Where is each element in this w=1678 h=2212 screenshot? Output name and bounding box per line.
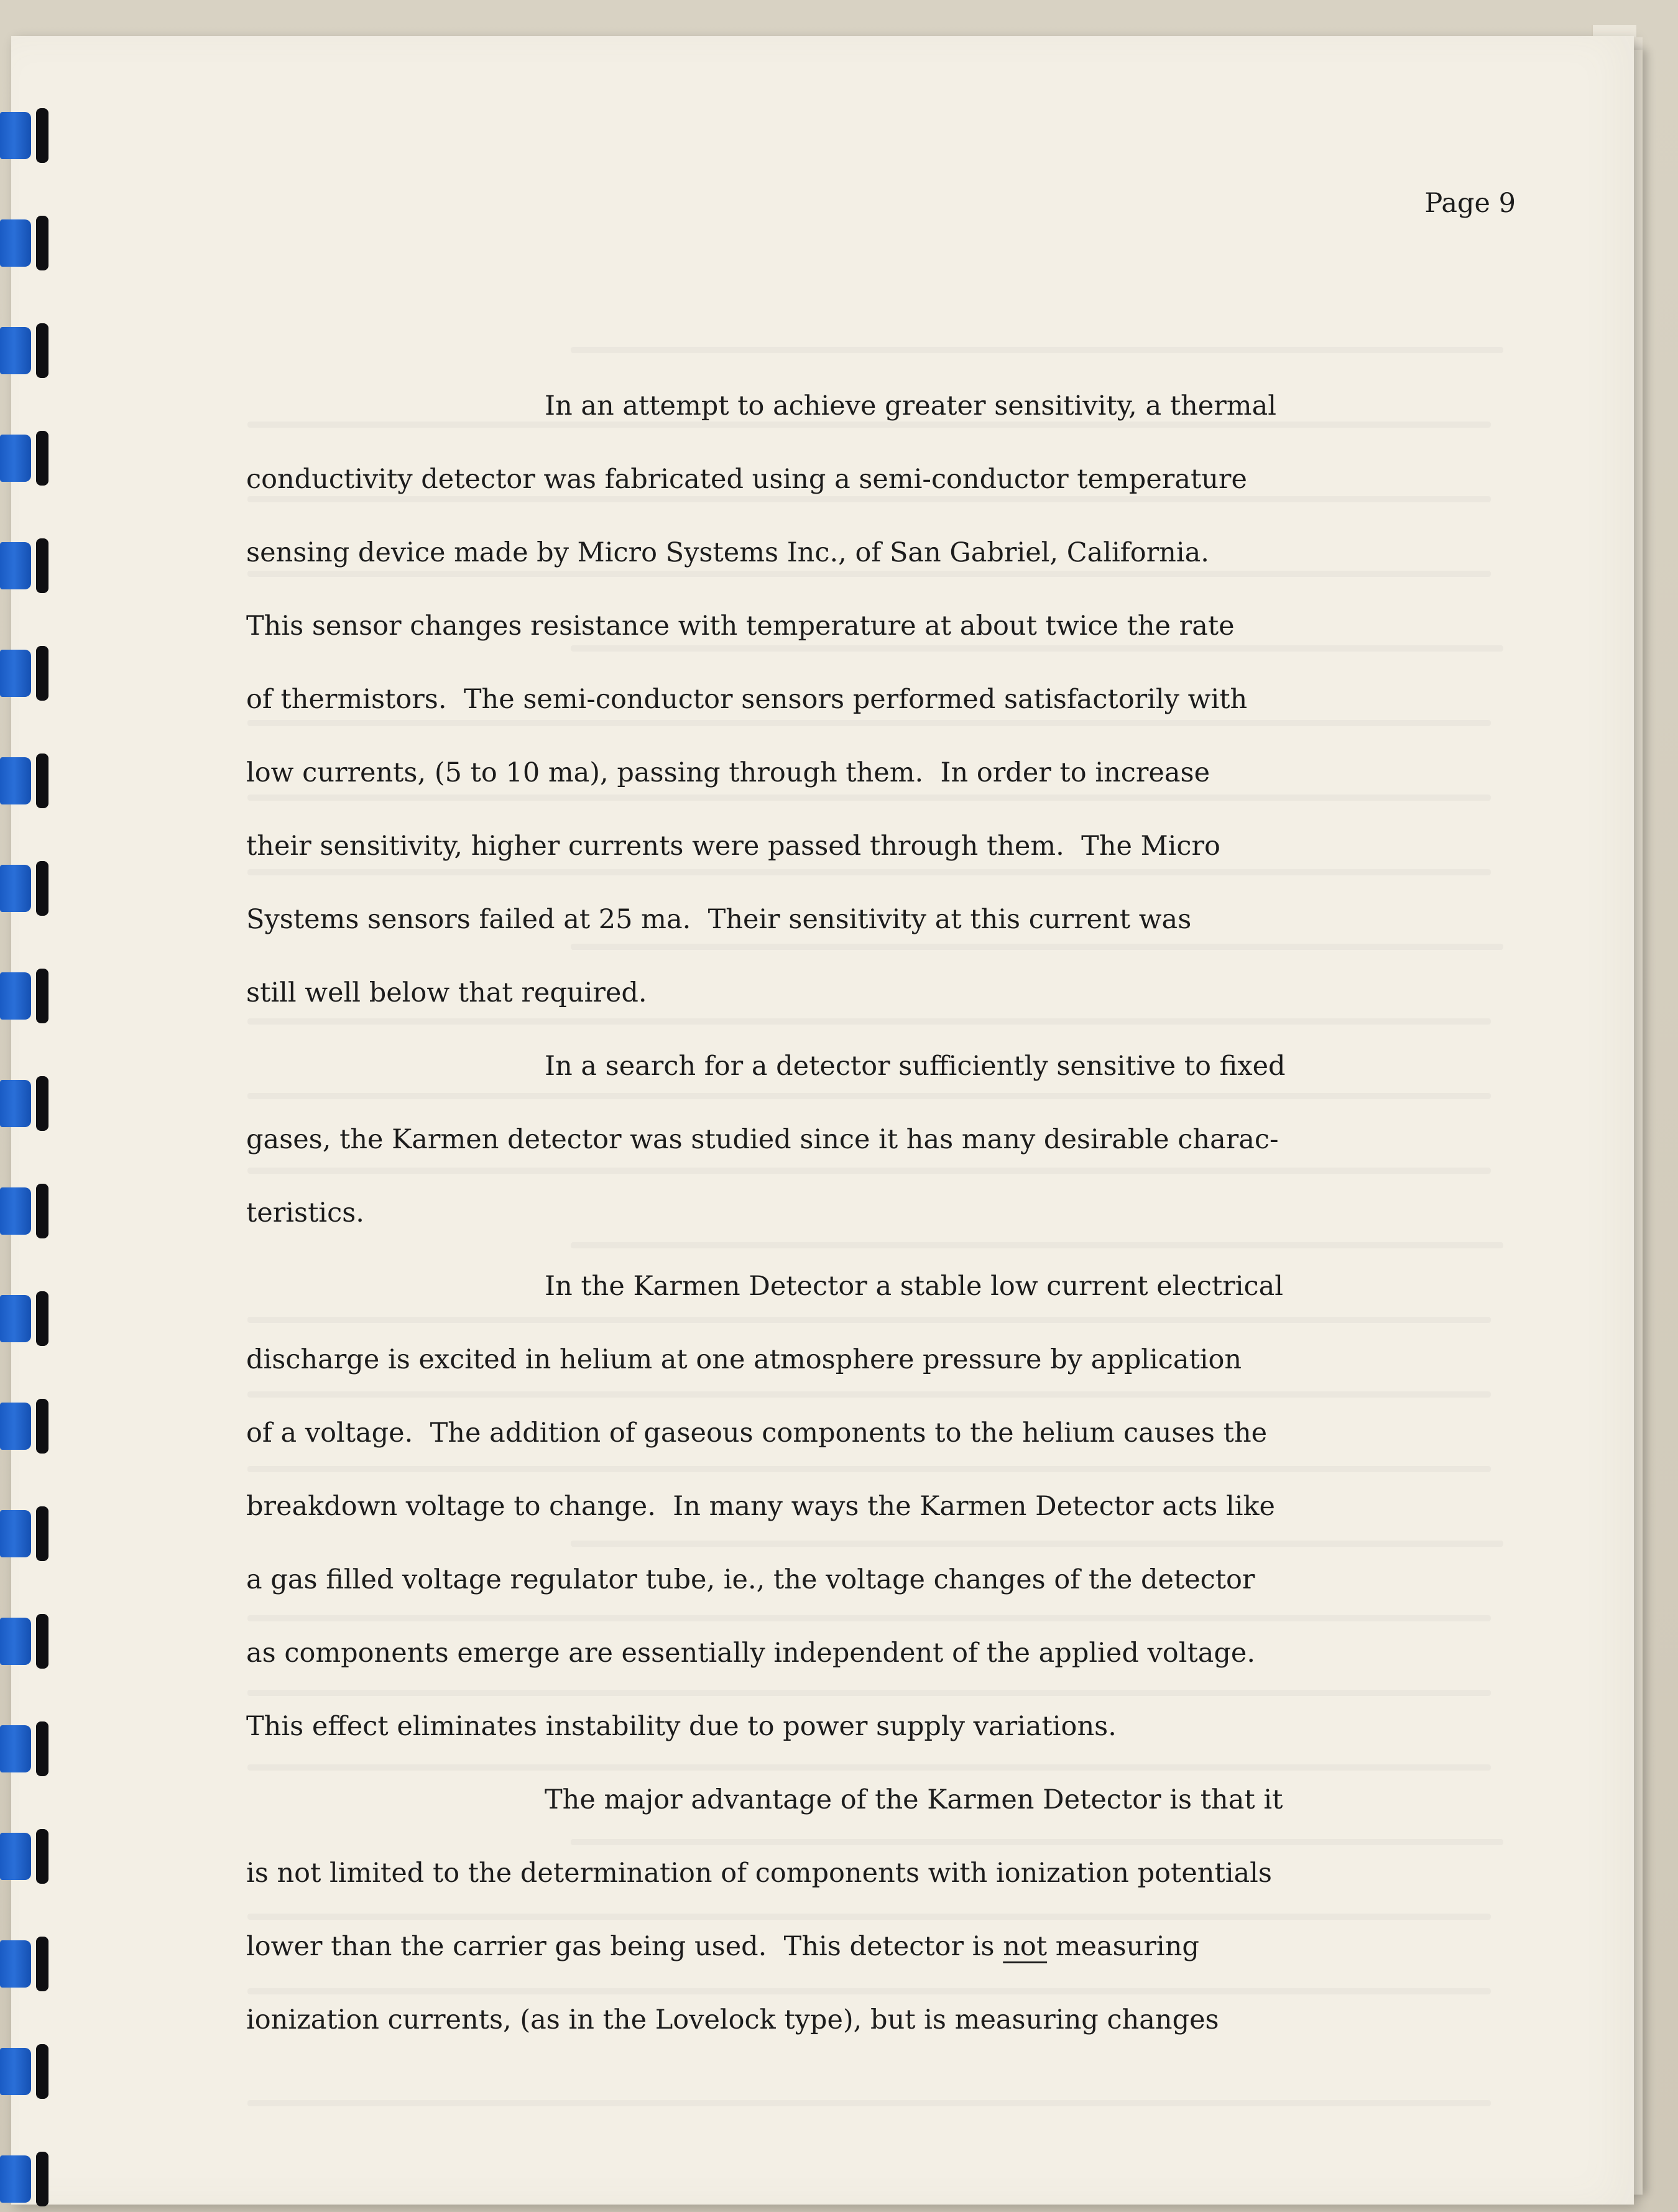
text-segment: lower than the carrier gas being used. This detector is	[246, 1931, 1003, 1962]
binding-coil	[0, 751, 53, 811]
text-segment: measuring	[1047, 1931, 1199, 1962]
text-line: breakdown voltage to change. In many ways the Karmen Detector acts like	[246, 1491, 1275, 1522]
page-number: Page 9	[1424, 188, 1516, 219]
text-line: still well below that required.	[246, 977, 647, 1008]
binding-coil	[0, 966, 53, 1026]
binding-coil	[0, 321, 53, 380]
text-line: This effect eliminates instability due to power supply variations.	[246, 1711, 1117, 1742]
binding-coil	[0, 1289, 53, 1348]
binding-coil	[0, 213, 53, 273]
text-line: gases, the Karmen detector was studied since it has many desirable charac-	[246, 1124, 1279, 1155]
text-line: a gas filled voltage regulator tube, ie., the voltage changes of the detector	[246, 1564, 1255, 1595]
text-line: their sensitivity, higher currents were passed through them. The Micro	[246, 831, 1220, 862]
binding-coil	[0, 643, 53, 703]
binding-coil	[0, 1719, 53, 1779]
binding-coil	[0, 2042, 53, 2101]
text-line: of a voltage. The addition of gaseous components to the helium causes the	[246, 1417, 1268, 1449]
text-line: In the Karmen Detector a stable low current electrical	[545, 1271, 1284, 1302]
bleed-line	[247, 2100, 1491, 2106]
binding-coil	[0, 106, 53, 165]
text-line: sensing device made by Micro Systems Inc., of San Gabriel, California.	[246, 537, 1209, 568]
text-line-with-underline	[246, 1928, 1539, 2001]
text-line: as components emerge are essentially independent of the applied voltage.	[246, 1638, 1255, 1669]
text-line: The major advantage of the Karmen Detector is that it	[545, 1784, 1283, 1815]
body-text	[246, 387, 1539, 2075]
text-line: In a search for a detector sufficiently sensitive to fixed	[545, 1051, 1286, 1082]
text-line: This sensor changes resistance with temperature at about twice the rate	[246, 611, 1235, 642]
text-line: conductivity detector was fabricated using a semi-conductor temperature	[246, 464, 1247, 495]
bleed-line	[571, 347, 1503, 353]
underlined-word: not	[1003, 1931, 1048, 1962]
binding-coil	[0, 1934, 53, 1994]
text-line: ionization currents, (as in the Lovelock type), but is measuring changes	[246, 2004, 1219, 2035]
binding-coil	[0, 1396, 53, 1456]
text-line: discharge is excited in helium at one atmosphere pressure by application	[246, 1344, 1242, 1375]
binding-coil	[0, 428, 53, 488]
binding-coil	[0, 1074, 53, 1133]
binding-coil	[0, 2149, 53, 2209]
text-line: teristics.	[246, 1197, 364, 1228]
text-line: of thermistors. The semi-conductor sensors performed satisfactorily with	[246, 684, 1248, 715]
binding-coil	[0, 1827, 53, 1886]
document-page	[11, 36, 1634, 2205]
text-line: Systems sensors failed at 25 ma. Their sensitivity at this current was	[246, 904, 1192, 935]
text-line: is not limited to the determination of components with ionization potentials	[246, 1858, 1272, 1889]
binding-coil	[0, 1611, 53, 1671]
binding-coil	[0, 1504, 53, 1564]
binding-coil	[0, 1181, 53, 1241]
binding-coil	[0, 859, 53, 918]
spiral-binding	[0, 0, 56, 2212]
text-line: low currents, (5 to 10 ma), passing through them. In order to increase	[246, 757, 1210, 788]
text-line: In an attempt to achieve greater sensitivity, a thermal	[545, 390, 1276, 422]
binding-coil	[0, 536, 53, 596]
